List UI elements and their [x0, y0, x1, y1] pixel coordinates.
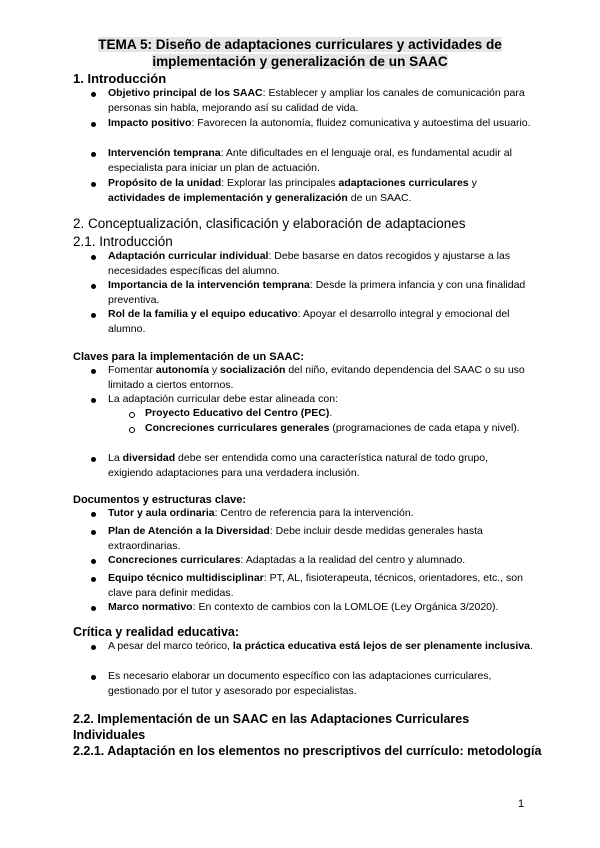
list-item: Propósito de la unidad: Explorar las principales adaptaciones curriculares y actividades de implementación y generalización de un SAAC. [108, 177, 477, 204]
list-item: Plan de Atención a la Diversidad: Debe incluir desde medidas generales hasta extraordinarias. [108, 525, 483, 552]
bullet [91, 284, 96, 289]
document-title: TEMA 5: Diseño de adaptaciones curriculares y actividades de implementación y generalización de un SAAC [98, 37, 502, 69]
bullet [91, 182, 96, 187]
critica-heading: Crítica y realidad educativa: [73, 625, 240, 639]
list-item: Equipo técnico multidisciplinar: PT, AL, fisioterapeuta, técnicos, orientadores, etc., son clave para definir medidas. [108, 572, 523, 599]
claves-heading: Claves para la implementación de un SAAC: [73, 351, 305, 363]
list-item: Impacto positivo: Favorecen la autonomía, fluidez comunicativa y autoestima del usuario. [108, 117, 531, 129]
bullet [91, 369, 96, 374]
sub-list-item: Concreciones curriculares generales (programaciones de cada etapa y nivel). [145, 422, 520, 434]
list-item: Rol de la familia y el equipo educativo: Apoyar el desarrollo integral y emocional del alumno. [108, 308, 510, 335]
bullet [91, 606, 96, 611]
bullet [91, 577, 96, 582]
list-item: La diversidad debe ser entendida como una característica natural de todo grupo, exigiendo adaptaciones para una verdadera inclusión. [108, 452, 489, 479]
list-item: Intervención temprana: Ante dificultades en el lenguaje oral, es fundamental acudir al especialista para iniciar un plan de actuación. [108, 147, 512, 174]
bullet [91, 255, 96, 260]
section-heading-2-2-1: 2.2.1. Adaptación en los elementos no prescriptivos del currículo: metodología [73, 744, 542, 758]
list-item: Tutor y aula ordinaria: Centro de referencia para la intervención. [108, 507, 414, 519]
page-number: 1 [518, 798, 525, 810]
bullet [91, 313, 96, 318]
bullet [91, 122, 96, 127]
sub-list-item: Proyecto Educativo del Centro (PEC). [145, 407, 333, 419]
list-item: Concreciones curriculares: Adaptadas a la realidad del centro y alumnado. [108, 554, 466, 566]
bullet [91, 512, 96, 517]
bullet [91, 675, 96, 680]
bullet [91, 559, 96, 564]
bullet [91, 92, 96, 97]
list-item: Fomentar autonomía y socialización del niño, evitando dependencia del SAAC o su uso limitado a ciertos entornos. [108, 364, 525, 391]
list-item: Importancia de la intervención temprana: Desde la primera infancia y con una finalidad preventiva. [108, 279, 526, 306]
bullet [91, 152, 96, 157]
subsection-heading-introduccion: 2.1. Introducción [73, 234, 173, 249]
list-item: Objetivo principal de los SAAC: Establecer y ampliar los canales de comunicación para personas sin habla, mejorando así su calidad de vida. [108, 87, 525, 114]
bullet [91, 530, 96, 535]
list-item: Es necesario elaborar un documento específico con las adaptaciones curriculares, gestionado por el tutor y asesorado por especialistas. [108, 670, 492, 697]
list-item: La adaptación curricular debe estar alineada con: [108, 393, 338, 405]
list-item: A pesar del marco teórico, la práctica educativa está lejos de ser plenamente inclusiva. [108, 640, 533, 652]
sub-bullet [129, 427, 135, 433]
section-heading-2-2-line2: Individuales [73, 728, 146, 742]
bullet [91, 457, 96, 462]
list-item: Marco normativo: En contexto de cambios con la LOMLOE (Ley Orgánica 3/2020). [108, 601, 499, 613]
documentos-heading: Documentos y estructuras clave: [73, 494, 247, 506]
section-heading-2-2-line1: 2.2. Implementación de un SAAC en las Adaptaciones Curriculares [73, 712, 470, 726]
bullet [91, 645, 96, 650]
section-heading-conceptualizacion: 2. Conceptualización, clasificación y elaboración de adaptaciones [73, 216, 466, 231]
section-heading-introduccion: 1. Introducción [73, 71, 167, 86]
bullet [91, 398, 96, 403]
sub-bullet [129, 412, 135, 418]
list-item: Adaptación curricular individual: Debe basarse en datos recogidos y ajustarse a las necesidades específicas del alumno. [108, 250, 511, 277]
